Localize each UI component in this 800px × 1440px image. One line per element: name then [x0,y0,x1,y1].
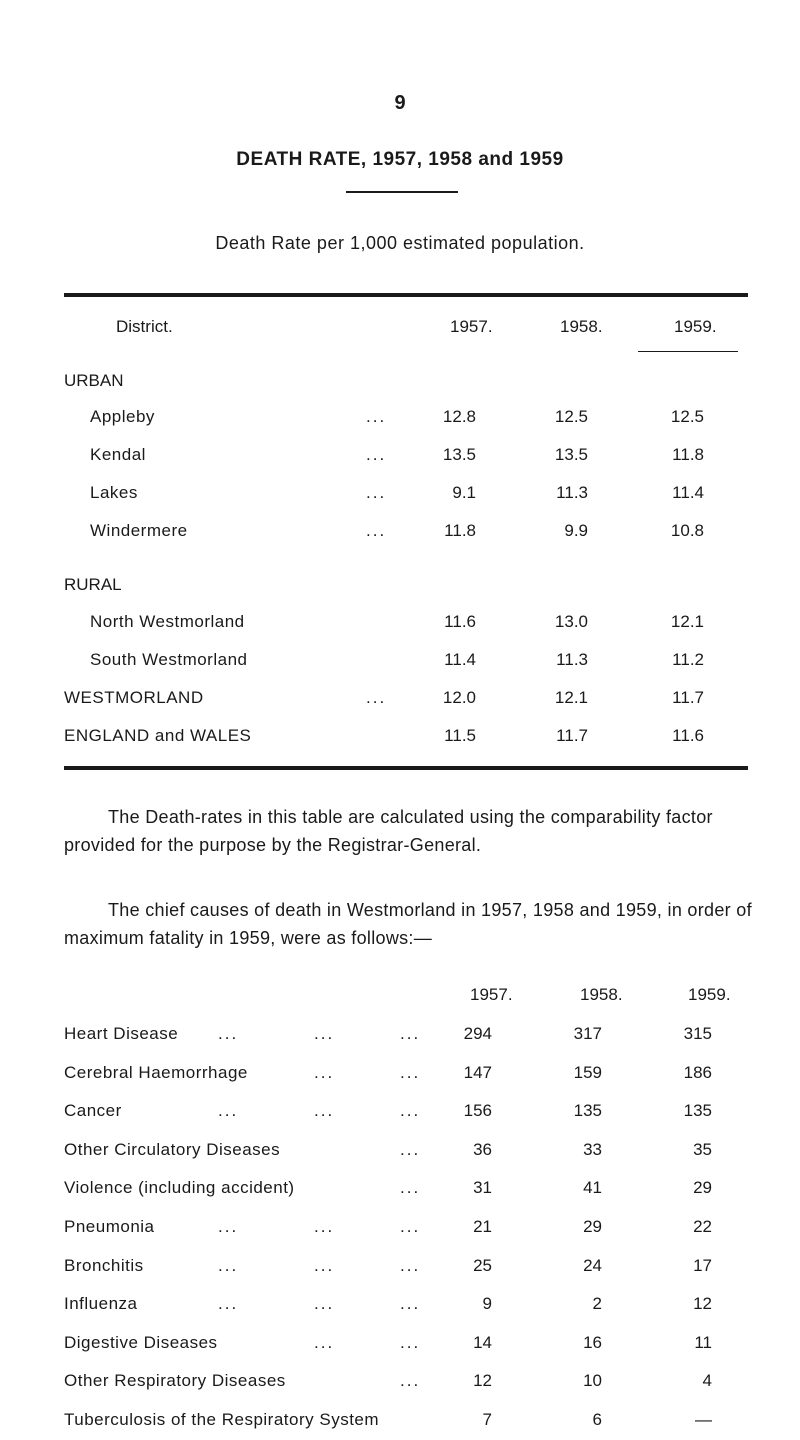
table-row [0,1371,800,1401]
table-row [0,521,800,551]
table-subtitle: Death Rate per 1,000 estimated population. [215,233,585,253]
urban-label: URBAN [64,371,124,390]
leader-dots: ... [314,1294,335,1314]
leader-dots: ... [314,1332,335,1352]
value-1957: 9 [482,1294,492,1314]
cause-name: Heart Disease [64,1024,179,1043]
leader-dots: ... [314,1101,335,1121]
value-1957: 11.5 [444,726,476,745]
leader-dots: ... [400,1255,421,1275]
leader-dots: ... [314,1217,335,1236]
table-row [0,1333,800,1363]
value-1957: 12.8 [442,407,476,426]
table-row [0,726,800,756]
value-1958: 12.1 [554,688,588,707]
leader-dots: ... [218,1101,239,1121]
leader-dots: ... [218,1294,239,1314]
leader-dots: ... [366,407,387,426]
table-row [0,407,800,437]
value-1958: 33 [583,1139,602,1159]
header-rule [638,351,738,352]
value-1958: 11.3 [556,483,588,502]
value-1958: 11.7 [556,726,588,745]
cause-name: Other Circulatory Diseases [64,1139,281,1159]
leader-dots: ... [366,483,387,502]
causes-header-1958: 1958. [580,985,623,1004]
value-1959: 11.8 [672,445,704,464]
value-1957: 12 [473,1371,492,1391]
value-1958: 317 [573,1024,602,1043]
value-1958: 135 [573,1101,602,1121]
table-row [0,1294,800,1324]
leader-dots: ... [400,1332,421,1352]
leader-dots: ... [400,1217,421,1236]
value-1957: 11.8 [444,521,476,540]
value-1959: 186 [683,1062,712,1082]
leader-dots: ... [400,1371,421,1391]
title-underline [346,191,458,193]
district-name: North Westmorland [90,612,245,631]
cause-name: Violence (including accident) [64,1178,295,1198]
value-1957: 31 [473,1178,492,1198]
value-1957: 12.0 [442,688,476,707]
district-name: Lakes [90,483,138,502]
value-1959: 12.5 [670,407,704,426]
value-1959: 12.1 [670,612,704,631]
table-row [0,1024,800,1054]
table-row [0,1101,800,1131]
district-name: ENGLAND and WALES [64,726,252,745]
district-name: Kendal [90,445,146,464]
leader-dots: ... [400,1294,421,1314]
value-1959: 12 [693,1294,712,1314]
leader-dots: ... [314,1255,335,1275]
cause-name: Other Respiratory Diseases [64,1371,286,1391]
table-top-rule [64,293,748,297]
value-1959: 29 [693,1178,712,1198]
table-row [0,688,800,718]
table-row [0,1063,800,1093]
value-1957: 11.6 [444,612,476,631]
value-1957: 11.4 [444,650,476,669]
leader-dots: ... [218,1255,239,1275]
leader-dots: ... [366,445,387,464]
leader-dots: ... [400,1062,421,1082]
value-1957: 156 [463,1101,492,1121]
district-name: WESTMORLAND [64,688,204,707]
cause-name: Bronchitis [64,1255,144,1275]
value-1957: 21 [473,1217,492,1236]
table-row [0,483,800,513]
value-1959: 11.2 [672,650,704,669]
value-1959: 10.8 [670,521,704,540]
value-1957: 147 [463,1062,492,1082]
table-row [0,1217,800,1247]
value-1959: 11 [694,1332,712,1352]
value-1959: 315 [683,1024,712,1043]
value-1958: 24 [583,1255,602,1275]
leader-dots: ... [218,1217,239,1236]
value-1959: 11.6 [672,726,704,745]
cause-name: Pneumonia [64,1217,155,1236]
table-row [0,1256,800,1286]
district-name: Appleby [90,407,155,426]
value-1957: 13.5 [442,445,476,464]
leader-dots: ... [400,1178,421,1198]
table-row [0,445,800,475]
leader-dots: ... [218,1024,239,1043]
cause-name: Cancer [64,1101,122,1121]
causes-header-1959: 1959. [688,985,731,1004]
value-1958: 2 [592,1294,602,1314]
value-1959: 11.7 [672,688,704,707]
value-1957: 9.1 [452,483,476,502]
header-1957: 1957. [450,317,493,336]
value-1957: 25 [473,1255,492,1275]
page-number: 9 [394,92,406,114]
value-1958: 29 [583,1217,602,1236]
leader-dots: ... [366,688,387,707]
table-row [0,612,800,642]
value-1959: 135 [683,1101,712,1121]
table-row [0,1410,800,1440]
header-district: District. [116,317,173,336]
value-1958: 16 [583,1332,602,1352]
value-1959: 35 [693,1139,712,1159]
value-1957: 7 [482,1410,492,1429]
cause-name: Digestive Diseases [64,1332,218,1352]
leader-dots: ... [400,1101,421,1121]
value-1958: 11.3 [556,650,588,669]
cause-name: Influenza [64,1294,138,1314]
paragraph-causes-intro: The chief causes of death in Westmorland in 1957, 1958 and 1959, in order of maximum fatality in 1959, were as follows:— [64,900,752,948]
table-row [0,1140,800,1170]
cause-name: Tuberculosis of the Respiratory System [64,1410,380,1429]
value-1957: 294 [463,1024,492,1043]
value-1959: 11.4 [672,483,704,502]
value-1958: 13.5 [554,445,588,464]
district-name: Windermere [90,521,188,540]
value-1959: 17 [693,1255,712,1275]
value-1959: — [695,1410,712,1429]
value-1958: 13.0 [554,612,588,631]
leader-dots: ... [314,1024,335,1043]
leader-dots: ... [400,1024,421,1043]
district-name: South Westmorland [90,650,248,669]
table-row [0,650,800,680]
value-1957: 14 [473,1332,492,1352]
value-1958: 12.5 [554,407,588,426]
value-1958: 9.9 [564,521,588,540]
cause-name: Cerebral Haemorrhage [64,1062,248,1082]
leader-dots: ... [314,1062,335,1082]
paragraph-comparability: The Death-rates in this table are calculated using the comparability factor provided for the purpose by the Registrar-General. [64,807,713,855]
leader-dots: ... [366,521,387,540]
page-title: DEATH RATE, 1957, 1958 and 1959 [236,149,564,170]
value-1957: 36 [473,1139,492,1159]
table-bottom-rule [64,766,748,770]
header-1959: 1959. [674,317,717,336]
value-1958: 6 [592,1410,602,1429]
rural-label: RURAL [64,575,122,594]
value-1959: 22 [693,1217,712,1236]
causes-header-1957: 1957. [470,985,513,1004]
table-row [0,1178,800,1208]
header-1958: 1958. [560,317,603,336]
value-1958: 10 [583,1371,602,1391]
value-1959: 4 [702,1371,712,1391]
leader-dots: ... [400,1139,421,1159]
value-1958: 41 [583,1178,602,1198]
value-1958: 159 [573,1062,602,1082]
